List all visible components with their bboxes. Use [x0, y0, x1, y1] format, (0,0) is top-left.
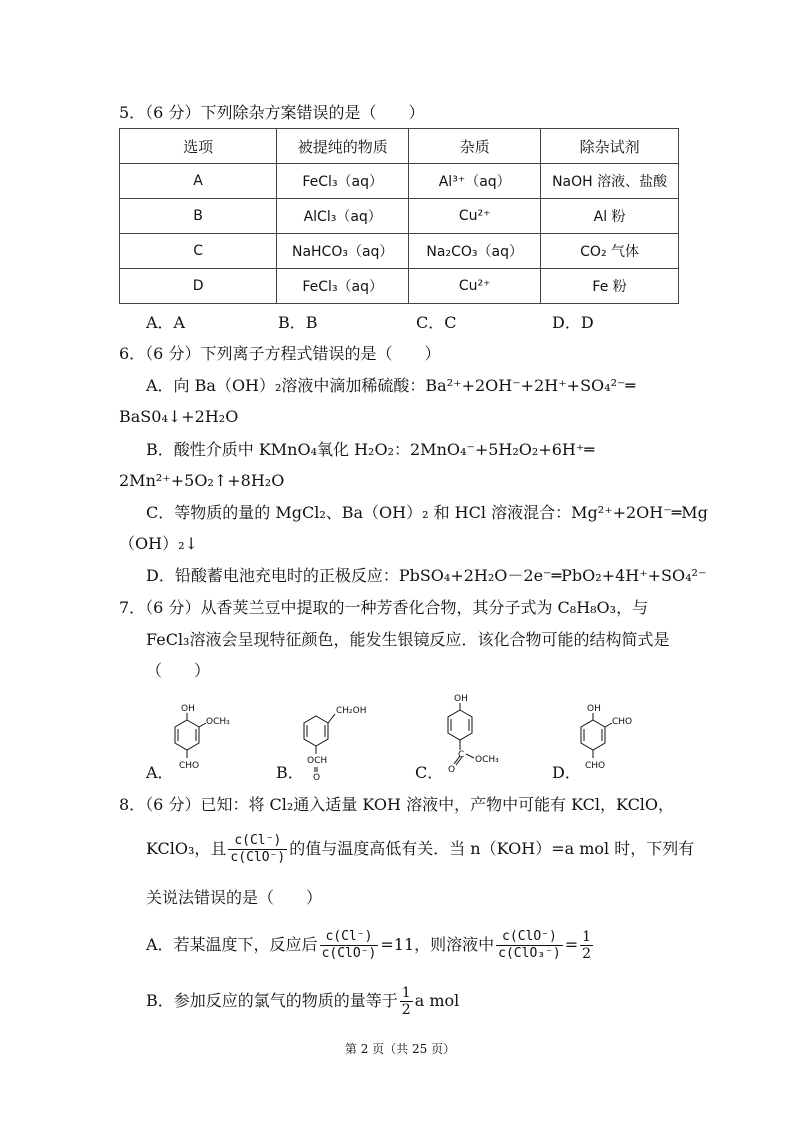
option-a-fraction-3 — [580, 929, 593, 962]
struct-c-oh-label: OH — [454, 694, 468, 704]
fraction-numerator: 1 — [401, 985, 411, 1001]
q5-stem: 5．（6 分）下列除杂方案错误的是（ ） — [119, 103, 425, 122]
q5-choice-b: B．B — [278, 313, 318, 332]
structure-d-image — [568, 700, 658, 780]
header-option: 选项 — [120, 129, 277, 164]
q6-option-c-line2: （OH）₂↓ — [119, 534, 198, 553]
cell-substance: NaHCO₃（aq） — [277, 234, 409, 269]
cell-substance: FeCl₃（aq） — [277, 164, 409, 199]
struct-b-o-label: O — [313, 773, 321, 780]
q5-choice-a: A．A — [146, 313, 186, 332]
fraction-numerator: c(ClO⁻) — [496, 929, 563, 946]
struct-b-och-label: OCH — [307, 756, 328, 766]
q7-label-d: D． — [552, 763, 581, 782]
struct-a-oh-label: OH — [181, 704, 195, 714]
q7-label-c: C． — [415, 763, 444, 782]
q7-stem-line3: （ ） — [146, 661, 211, 680]
cell-impurity: Cu²⁺ — [409, 199, 541, 234]
table-header-row — [120, 129, 679, 164]
q7-label-b: B． — [276, 763, 304, 782]
cell-reagent: Al 粉 — [541, 199, 679, 234]
header-impurity: 杂质 — [409, 129, 541, 164]
struct-a-cho-label: CHO — [179, 761, 200, 771]
struct-c-carbon-label: C — [458, 750, 465, 760]
q7-stem-line2: FeCl₃溶液会呈现特征颜色，能发生银镜反应．该化合物可能的结构简式是 — [146, 630, 670, 649]
struct-d-oh-label: OH — [587, 704, 601, 714]
cell-option: B — [120, 199, 277, 234]
struct-b-ch2oh-label: CH₂OH — [336, 706, 367, 716]
cell-substance: FeCl₃（aq） — [277, 269, 409, 304]
ratio-numerator: c(Cl⁻) — [228, 833, 287, 850]
structure-a-image — [162, 700, 252, 780]
q6-option-c-line1: C．等物质的量的 MgCl₂、Ba（OH）₂ 和 HCl 溶液混合：Mg²⁺+2OH⁻═Mg — [146, 503, 708, 522]
page-footer: 第 2 页（共 25 页） — [344, 1042, 456, 1056]
q7-label-a: A． — [146, 763, 174, 782]
q6-option-a-line2: BaS0₄↓+2H₂O — [119, 407, 239, 426]
benzene-ring — [581, 713, 612, 758]
option-a-fraction-1 — [320, 929, 379, 962]
table-row — [120, 269, 679, 304]
structure-b-image — [294, 700, 384, 780]
cell-impurity: Al³⁺（aq） — [409, 164, 541, 199]
q6-option-a-line1: A．向 Ba（OH）₂溶液中滴加稀硫酸：Ba²⁺+2OH⁻+2H⁺+SO₄²⁻═ — [146, 376, 636, 395]
q6-option-b-line1: B．酸性介质中 KMnO₄氧化 H₂O₂：2MnO₄⁻+5H₂O₂+6H⁺═ — [146, 440, 594, 459]
cell-reagent: CO₂ 气体 — [541, 234, 679, 269]
q8-stem-line2 — [146, 832, 694, 866]
cell-substance: AlCl₃（aq） — [277, 199, 409, 234]
fraction-denominator: 2 — [582, 946, 592, 962]
struct-c-och3-label: OCH₃ — [475, 755, 499, 765]
ratio-denominator: c(ClO⁻) — [230, 850, 286, 865]
fraction-numerator: 1 — [582, 929, 592, 945]
q6-option-b-line2: 2Mn²⁺+5O₂↑+8H₂O — [119, 471, 285, 490]
table-row — [120, 199, 679, 234]
cell-impurity: Cu²⁺ — [409, 269, 541, 304]
q5-choice-c: C．C — [416, 313, 457, 332]
cell-reagent: NaOH 溶液、盐酸 — [541, 164, 679, 199]
ratio-fraction — [228, 833, 287, 866]
q8-option-a-mid: =11，则溶液中 — [380, 935, 495, 954]
q8-option-a-eq: = — [564, 935, 579, 954]
table-row — [120, 234, 679, 269]
fraction-denominator: 2 — [401, 1002, 411, 1018]
struct-d-cho-side-label: CHO — [612, 717, 633, 727]
option-a-fraction-2 — [496, 929, 563, 962]
q8-stem-line2-post: 的值与温度高低有关．当 n（KOH）=a mol 时，下列有 — [289, 839, 695, 858]
q8-option-a — [146, 925, 595, 965]
q8-stem-line2-pre: KClO₃，且 — [146, 839, 227, 858]
q6-option-d: D．铅酸蓄电池充电时的正极反应：PbSO₄+2H₂O－2e⁻═PbO₂+4H⁺+SO₄²⁻ — [146, 566, 707, 585]
q8-option-a-pre: A．若某温度下，反应后 — [146, 935, 318, 954]
cell-option: A — [120, 164, 277, 199]
q6-stem: 6．（6 分）下列离子方程式错误的是（ ） — [119, 344, 441, 363]
struct-d-cho-bottom-label: CHO — [585, 761, 606, 771]
fraction-denominator: c(ClO₃⁻) — [498, 946, 561, 961]
struct-a-och3-label: OCH₃ — [206, 717, 230, 727]
q8-option-b-pre: B．参加反应的氯气的物质的量等于 — [146, 991, 398, 1010]
option-b-fraction — [400, 985, 413, 1018]
cell-impurity: Na₂CO₃（aq） — [409, 234, 541, 269]
q5-choice-d: D．D — [552, 313, 594, 332]
q8-option-b-post: a mol — [414, 991, 460, 1010]
cell-option: C — [120, 234, 277, 269]
cell-option: D — [120, 269, 277, 304]
q8-stem-line1: 8．（6 分）已知：将 Cl₂通入适量 KOH 溶液中，产物中可能有 KCl，KClO， — [119, 795, 675, 814]
cell-reagent: Fe 粉 — [541, 269, 679, 304]
fraction-denominator: c(ClO⁻) — [321, 946, 377, 961]
fraction-numerator: c(Cl⁻) — [320, 929, 379, 946]
struct-c-oxygen-label: O — [448, 765, 456, 775]
header-reagent: 除杂试剂 — [541, 129, 679, 164]
table-row — [120, 164, 679, 199]
header-substance: 被提纯的物质 — [277, 129, 409, 164]
benzene-ring — [175, 713, 206, 758]
q5-table — [119, 128, 679, 304]
q7-stem-line1: 7．（6 分）从香荚兰豆中提取的一种芳香化合物，其分子式为 C₈H₈O₃，与 — [119, 598, 649, 617]
structure-c-image — [432, 690, 532, 780]
q8-option-b — [146, 983, 459, 1019]
q8-stem-line3: 关说法错误的是（ ） — [146, 888, 323, 907]
